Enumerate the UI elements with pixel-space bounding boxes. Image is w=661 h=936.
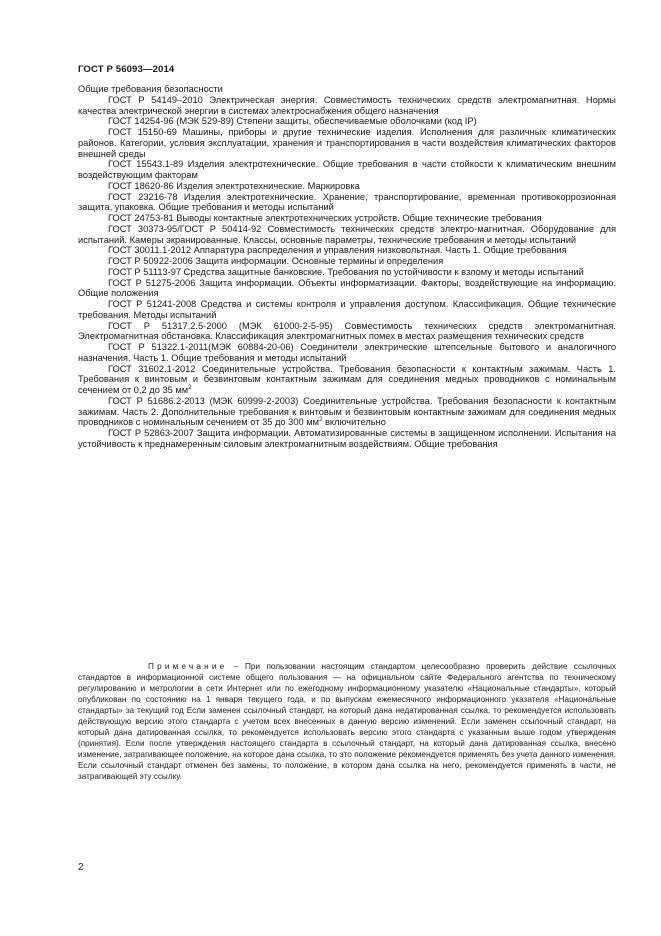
superscript: 2 — [319, 417, 323, 424]
reference-item: ГОСТ Р 51113-97 Средства защитные банковские. Требования по устойчивости к взлому и методы испытаний — [108, 266, 584, 277]
reference-item: ГОСТ Р 50922-2006 Защита информации. Основные термины и определения — [108, 256, 444, 266]
note-label: Примечание — [148, 662, 228, 671]
reference-item: ГОСТ Р 51241-2008 Средства и системы контроля и управления доступом. Классификация. Общие технические требования. Методы испытаний — [78, 299, 616, 320]
page-number: 2 — [78, 862, 84, 873]
reference-item: ГОСТ Р 51322.1-2011(МЭК 60884-20-06) Соединители электрические штепсельные бытового и аналогичного назначения. Часть 1. Общие требования и методы испытаний — [78, 342, 616, 363]
reference-item: ГОСТ 30373-95/ГОСТ Р 50414-92 Совместимость технических средств электро-магнитная. Оборудование для испытаний. Камеры экранированные. Классы, основные параметры, технические требования и методы испытаний — [78, 223, 616, 245]
reference-item: ГОСТ 15543.1-89 Изделия электротехнические. Общие требования в части стойкости к климатическим внешним воздействующим факторам — [78, 159, 616, 180]
reference-text: ГОСТ Р 51686.2-2013 (МЭК 60999-2-2003) Соединительные устройства. Требования безопасности к контактным зажимам. Часть 2. Дополнительные требования к винтовым и безвинтовым контактным зажимам для соединения медных проводников с номинальным сечением от 35 до 300 мм — [78, 395, 616, 428]
reference-item — [78, 396, 616, 428]
reference-item — [78, 364, 616, 396]
reference-item: ГОСТ 14254-96 (МЭК 529-89) Степени защиты, обеспечиваемые оболочками (код IP) — [108, 116, 477, 127]
superscript: 2 — [188, 385, 192, 391]
reference-tail: включительно — [322, 417, 386, 428]
reference-item: ГОСТ Р 51317.2.5-2000 (МЭК 61000-2-5-95) Совместимость технических средств электромагнитная. Электромагнитная обстановка. Классификация электромагнитных помех в местах размещения технических средств — [78, 320, 616, 342]
standard-code-header: ГОСТ Р 56093—2014 — [78, 64, 175, 75]
reference-item: ГОСТ 15150-69 Машины, приборы и другие технические изделия. Исполнения для различных климатических районов. Категории, условия эксплуатации, хранения и транспортирования в части воздействия климатических факторов внешней среды — [78, 127, 616, 159]
reference-item: ГОСТ Р 52863-2007 Защита информации. Автоматизированные системы в защищенном исполнении. Испытания на устойчивость к преднамеренным силовым электромагнитным воздействиям. Общие требования — [78, 428, 616, 449]
reference-item: ГОСТ Р 51275-2006 Защита информации. Объекты информатизации. Факторы, воздействующие на информацию. Общие положения — [78, 277, 616, 299]
reference-item: ГОСТ 23216-78 Изделия электротехнические. Хранение, транспортирование, временная противокоррозионная защита, упаковка. Общие требования и методы испытаний — [78, 191, 616, 213]
normative-references-section — [78, 84, 616, 450]
note-block — [78, 661, 616, 783]
lead-line: Общие требования безопасности — [78, 84, 223, 94]
reference-item: ГОСТ Р 54149–2010 Электрическая энергия. Совместимость технических средств электромагнитная. Нормы качества электрической энергии в системах электроснабжения общего назначения — [78, 94, 616, 116]
reference-text: ГОСТ 31602.1-2012 Соединительные устройства. Требования безопасности к контактным зажимам. Часть 1. Требования к винтовым и безвинтовым контактным зажимам для соединения медных проводников с номинальным сечением от 0,2 до 35 мм — [78, 363, 616, 395]
reference-item: ГОСТ 18620-86 Изделия электротехнические. Маркировка — [108, 180, 360, 191]
note-text: – При пользовании настоящим стандартом целесообразно проверить действие ссылочных стандартов в информационной системе общего пользования — на официальном сайте Федерального агентства по техническому регулированию и метрологии в сети Интернет или по ежегодному информационному указателю «Национальные стандарты», который опубликован по состоянию на 1 января текущего года, и по выпускам ежемесячного информационного указателя «Национальные стандарты» за текущий год Если заменен ссылочный стандарт, на который дана недатированная ссылка, то рекомендуется использовать действующую версию этого стандарта с учетом всех внесенных в данную версию изменений. Если заменен ссылочный стандарт, на который дана датированная ссылка, то рекомендуется использовать версию этого стандарта с указанным выше годом утверждения (принятия). Если после утверждения настоящего стандарта в ссылочный стандарт, на который дана датированная ссылка, внесено изменение, затрагивающее положение, на которое дана ссылка, то это положение рекомендуется применять без учета данного изменения. Если ссылочный стандарт отменен без замены, то положение, в котором дана ссылка на него, рекомендуется применять в части, не затрагивающей эту ссылку. — [78, 662, 616, 782]
reference-item: ГОСТ 24753-81 Выводы контактные электротехнических устройств. Общие технические требования — [108, 213, 542, 223]
reference-item: ГОСТ 30011.1-2012 Аппаратура распределения и управления низковольтная. Часть 1. Общие требования — [108, 245, 567, 256]
